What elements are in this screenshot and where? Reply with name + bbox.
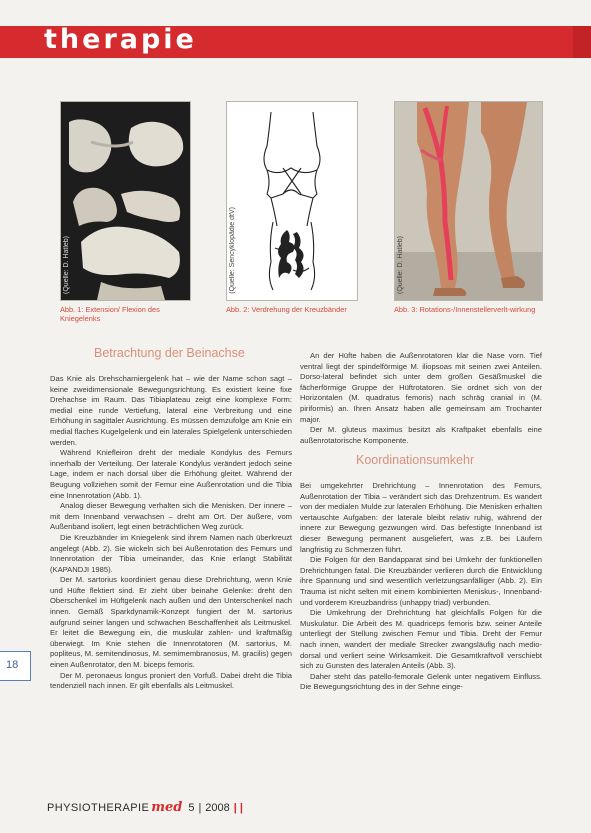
section-title: therapie xyxy=(44,24,197,55)
page-number: 18 xyxy=(6,659,19,671)
paragraph: An der Hüfte haben die Außenrotatoren klar die Nase vorn. Tief ventral liegt der spindelförmige M. iliopsoas mit seinen zwei Anteilen. Dorso-lateral befindet sich unter dem großen Gesäßmuskel die fächerförmige Gruppe der Hüftrotatoren. Sie ordnet sich von der Horizontalen (M. quadratus femoris) nach schräg cranial in (M. piriformis) an. Ihren Ansatz haben alle gemeinsam am Trochanter major. xyxy=(300,351,542,424)
figure-caption: Abb. 1: Extension/ Flexion des Kniegelenks xyxy=(60,305,160,323)
paragraph: Die Folgen für den Bandapparat sind bei Umkehr der funktionellen Drehrichtungen fatal. Die Kreuzbänder verlieren durch die Entwicklung ihre Spannung und sind wesentlich verletzungsanfälliger (Abb. 2). Ein Trauma ist nicht selten mit einem kombinierten Meniskus-, Innenband- und vorderem Kreuzbandriss (unhappy triad) verbunden. xyxy=(300,555,542,607)
article-column-right-bottom xyxy=(300,481,542,693)
paragraph: Das Knie als Drehscharniergelenk hat – wie der Name schon sagt – keine zweidimensionale Bewegungsrichtung. Es existiert keine fixe Drehachse im Raum. Das Tibiaplateau zeigt eine komplexe Form: medial eine runde Vertiefung, lateral eine Verbreitung und eine Erhöhung in sagittaler Ausrichtung. Es müssen demzufolge am Knie ein medial flaches Kugelgelenk und ein laterales Spielgelenk unterschieden werden. xyxy=(50,374,292,447)
paragraph: Analog dieser Bewegung verhalten sich die Menisken. Der innere – mit dem Innenband verwachsen – dreht am Ort. Der äußere, vom Außenband isoliert, legt einen beträchtlichen Weg zurück. xyxy=(50,501,292,532)
figure-leg-photo xyxy=(394,101,543,301)
article-column-left xyxy=(50,374,292,692)
section-heading-koordinationsumkehr: Koordinationsumkehr xyxy=(356,453,475,467)
knee-ligament-drawing xyxy=(227,102,357,300)
footer-bars: | | xyxy=(233,802,243,814)
footer-separator: | xyxy=(198,802,202,814)
issue-number: 5 xyxy=(188,802,195,814)
knee-bones-illustration xyxy=(61,102,190,300)
footer xyxy=(47,800,243,815)
paragraph: Daher steht das patello-femorale Gelenk unter negativem Einfluss. Die Bewegungsrichtung des in der Sehne einge- xyxy=(300,671,542,692)
figure-knee-photo xyxy=(60,101,191,301)
magazine-logo-suffix: med xyxy=(151,800,183,815)
figure-credit: (Quelle: Sencyklopädie dtV) xyxy=(229,207,236,294)
leg-taping-photo xyxy=(395,102,542,300)
figure-credit: (Quelle: D. Hatleb) xyxy=(397,236,404,294)
paragraph: Der M. peronaeus longus proniert den Vorfuß. Dabei dreht die Tibia tendenziell nach innen. Er gilt ebenfalls als Leitmuskel. xyxy=(50,670,292,691)
paragraph: Die Kreuzbänder im Kniegelenk sind ihrem Namen nach überkreuzt angelegt (Abb. 2). Sie wickeln sich bei Außenrotation des Femurs und Innenrotation der Tibia umeinander, das Knie erlangt Stabilität (KAPANDJI 1985). xyxy=(50,532,292,574)
paragraph: Während Kniefleiron dreht der mediale Kondylus des Femurs innerhalb der Verteilung. Der laterale Kondylus verändert jedoch seine Lage, indem er nach dorsal über die Erhöhung gleitet. Während der Beugung vollziehen somit der Femur eine Außenrotation und die Tibia eine Innenrotation (Abb. 1). xyxy=(50,448,292,500)
figure-caption: Abb. 3: Rotations-/Innenstellerverlt-wirkung xyxy=(394,305,536,314)
paragraph: Die Umkehrung der Drehrichtung hat gleichfalls Folgen für die Muskulatur. Die Arbeit des M. quadriceps femoris bzw. seiner Anteile unterliegt der Stellung zwischen Femur und Tibia. Dreht der Femur nach innen, wandert der mediale Strecker zwangsläufig nach medio-dorsal und verliert seine Wirksamkeit. Die Gesamtkraftvoll verschiebt sich zu Gunsten des lateralen Anteils (Abb. 3). xyxy=(300,608,542,671)
paragraph: Bei umgekehrter Drehrichtung – Innenrotation des Femurs, Außenrotation der Tibia – verändert sich das Drehzentrum. Es wandert von der medialen Mulde zur lateralen Erhöhung. Die Menisken erhalten vertauschte Aufgaben: der laterale bleibt relativ ruhig, während der innere zur Bewegung gezwungen wird. Das befestigte Innenband ist dieser Bewegung permanent ausgeliefert, was z.B. bei Läufern langfristig zu Schmerzen führt. xyxy=(300,481,542,554)
page-number-badge xyxy=(0,651,31,681)
magazine-name: PHYSIOTHERAPIE xyxy=(47,802,150,814)
paragraph: Der M. gluteus maximus besitzt als Kraftpaket ebenfalls eine außenrotatorische Komponente. xyxy=(300,425,542,445)
paragraph: Der M. sartorius koordiniert genau diese Drehrichtung, wenn Knie und Hüfte flektiert sind. Er zieht über beinahe Gelenke: dreht den Oberschenkel im Hüftgelenk nach außen und den Unterschenkel nach innen. Gemäß Sparkdynamik-Konzept fungiert der M. sartorius aufgrund seiner langen und schwachen Beschaffenheit als Leitmuskel. Er leitet die Bewegung ein, die muskulär zahlen- und kraftmäßig überwiegt. Im Knie stehen die Innenrotatoren (M. sartorius, M. popliteus, M. semitendinosus, M. semimembranosus, M. gracilis) gegen einen Außenrotator, den M. biceps femoris. xyxy=(50,575,292,670)
issue-year: 2008 xyxy=(205,802,230,814)
figure-ligament-drawing xyxy=(226,101,358,301)
figure-caption: Abb. 2: Verdrehung der Kreuzbänder xyxy=(226,305,347,314)
header-tab xyxy=(573,26,591,58)
section-heading-beinachse: Betrachtung der Beinachse xyxy=(94,346,245,360)
article-column-right-top xyxy=(300,351,542,446)
figure-credit: (Quelle: D. Hatleb) xyxy=(63,236,70,294)
